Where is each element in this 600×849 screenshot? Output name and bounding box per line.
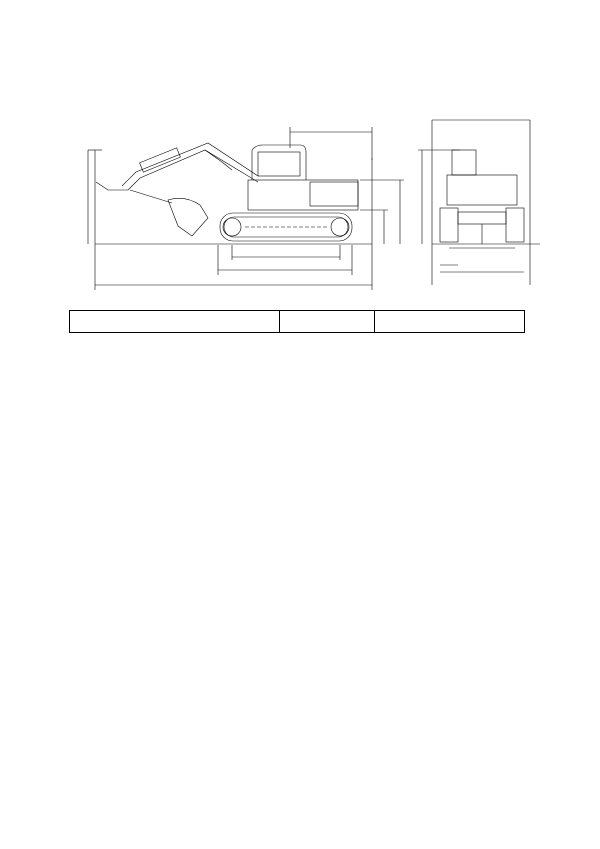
- table-header-row: [70, 311, 525, 333]
- header-unit: [279, 311, 375, 333]
- header-description: [70, 311, 280, 333]
- excavator-dimension-drawing: [0, 0, 600, 310]
- header-specification: [375, 311, 525, 333]
- specifications-table: [69, 310, 525, 333]
